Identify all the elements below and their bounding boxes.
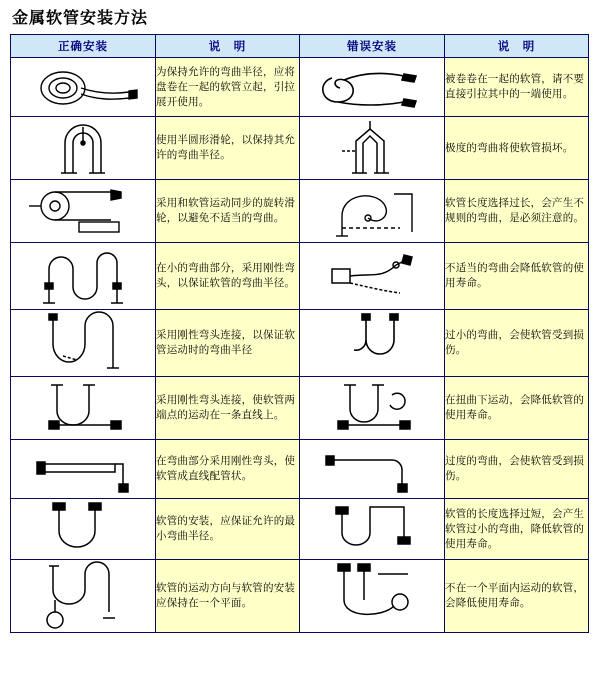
installation-method-table	[10, 34, 589, 633]
description-text: 被卷卷在一起的软管，请不要直接引拉其中的一端使用。	[445, 58, 589, 117]
rotating-sheave-sync-figure	[11, 180, 156, 243]
rigid-elbow-connection-figure	[11, 310, 156, 377]
description-text: 软管的运动方向与软管的安装应保持在一个平面。	[156, 560, 300, 633]
description-text: 不适当的弯曲会降低软管的使用寿命。	[445, 243, 589, 310]
description-text: 软管的长度选择过短，会产生软管过小的弯曲，降低软管的使用寿命。	[445, 499, 589, 560]
header-wrong-install: 错误安装	[300, 35, 445, 58]
description-text: 采用和软管运动同步的旋转滑轮，以避免不适当的弯曲。	[156, 180, 300, 243]
semicircular-sheave-figure	[11, 117, 156, 180]
straight-pipe-with-elbow-figure	[11, 440, 156, 499]
irregular-bend-long-hose-figure	[300, 180, 445, 243]
different-plane-motion-figure	[300, 560, 445, 633]
table-row	[11, 440, 589, 499]
description-text: 使用半圆形滑轮，以保持其允许的弯曲半径。	[156, 117, 300, 180]
table-row	[11, 117, 589, 180]
description-text: 采用刚性弯头连接，使软管两端点的运动在一条直线上。	[156, 377, 300, 440]
table-row	[11, 499, 589, 560]
too-small-bend-damage-figure	[300, 310, 445, 377]
description-text: 为保持允许的弯曲半径，应将盘卷在一起的软管立起，引拉展开使用。	[156, 58, 300, 117]
improper-bend-short-life-figure	[300, 243, 445, 310]
table-row	[11, 243, 589, 310]
description-text: 采用刚性弯头连接，以保证软管运动时的弯曲半径	[156, 310, 300, 377]
page-title: 金属软管安装方法	[12, 8, 149, 27]
header-correct-install: 正确安装	[11, 35, 156, 58]
description-text: 过小的弯曲，会使软管受到损伤。	[445, 310, 589, 377]
header-description-wrong: 说 明	[445, 35, 589, 58]
table-row	[11, 58, 589, 117]
description-text: 在小的弯曲部分，采用刚性弯头，以保证软管的弯曲半径。	[156, 243, 300, 310]
description-text: 软管的安装，应保证允许的最小弯曲半径。	[156, 499, 300, 560]
u-bend-straight-line-figure	[11, 377, 156, 440]
min-bend-radius-install-figure	[11, 499, 156, 560]
description-text: 在扭曲下运动，会降低软管的使用寿命。	[445, 377, 589, 440]
rigid-bend-small-radius-figure	[11, 243, 156, 310]
same-plane-motion-figure	[11, 560, 156, 633]
description-text: 极度的弯曲将使软管损坏。	[445, 117, 589, 180]
description-text: 过度的弯曲，会使软管受到损伤。	[445, 440, 589, 499]
description-text: 不在一个平面内运动的软管，会降低使用寿命。	[445, 560, 589, 633]
twisted-motion-figure	[300, 377, 445, 440]
over-bending-damage-figure	[300, 440, 445, 499]
description-text: 在弯曲部分采用刚性弯头，使软管成直线配管状。	[156, 440, 300, 499]
sharp-bend-sheave-figure	[300, 117, 445, 180]
table-row	[11, 310, 589, 377]
table-row	[11, 377, 589, 440]
table-row	[11, 560, 589, 633]
coiled-hose-pulled-figure	[300, 58, 445, 117]
description-text: 软管长度选择过长，会产生不规则的弯曲，是必须注意的。	[445, 180, 589, 243]
too-long-hose-small-bend-figure	[300, 499, 445, 560]
header-description-correct: 说 明	[156, 35, 300, 58]
table-header-row	[11, 35, 589, 58]
coiled-hose-upright-figure	[11, 58, 156, 117]
table-row	[11, 180, 589, 243]
